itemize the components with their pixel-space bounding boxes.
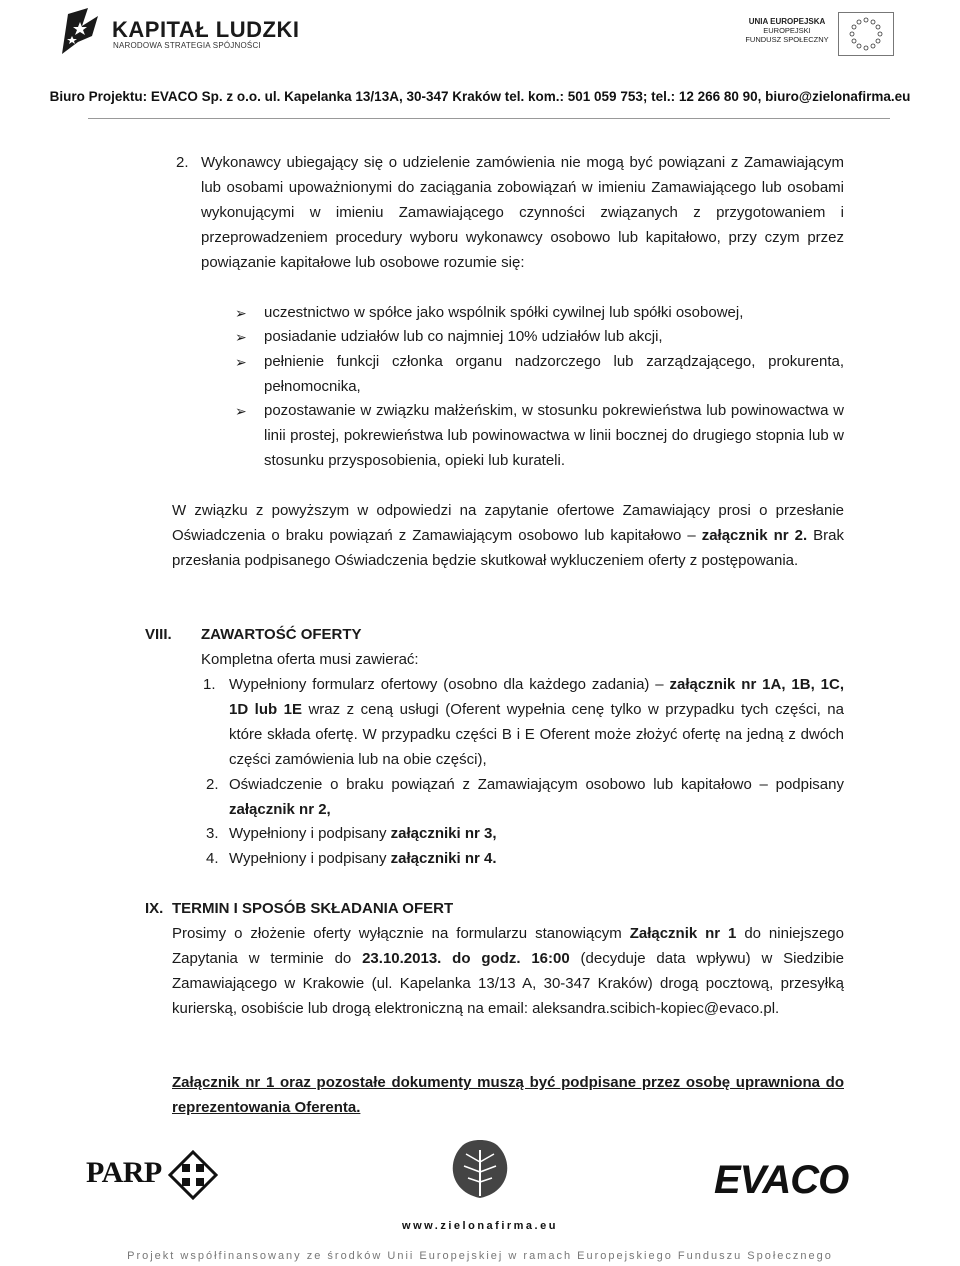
submission-text: do niniejszego Zapytania w terminie do <box>172 925 844 967</box>
intro-text-a: W związku z powyższym w odpowiedzi na zapytanie ofertowe Zamawiający prosi o przesłanie Oświadczenia o braku powiązań z Zamawiającym osobowo lub kapitałowo – <box>172 502 844 544</box>
list-item-bold: załączniki nr 3, <box>390 825 497 842</box>
header-divider <box>88 118 890 119</box>
submission-text: Prosimy o złożenie oferty wyłącznie na formularzu stanowiącym <box>172 925 630 942</box>
list-number: 1. <box>203 676 216 693</box>
list-item-text: Wypełniony i podpisany <box>229 825 391 842</box>
bullet-item: pełnienie funkcji członka organu nadzorczego lub zarządzającego, prokurenta, pełnomocnika, <box>264 353 844 395</box>
eu-label <box>742 17 832 44</box>
signature-note: Załącznik nr 1 oraz pozostałe dokumenty muszą być podpisane przez osobę uprawniona do reprezentowania Oferenta. <box>172 1074 844 1116</box>
bullet-item: posiadanie udziałów lub co najmniej 10% udziałów lub akcji, <box>264 328 663 345</box>
arrow-bullet-icon: ➢ <box>235 403 247 419</box>
list-item-text: Oświadczenie o braku powiązań z Zamawiającym osobowo lub kapitałowo – podpisany <box>229 776 844 793</box>
list-item-bold: załącznik nr 2, <box>229 801 331 818</box>
page-header <box>0 0 960 120</box>
kapital-ludzki-subtitle: NARODOWA STRATEGIA SPÓJNOŚCI <box>113 41 261 50</box>
list-item <box>229 772 844 822</box>
eu-label-line3: FUNDUSZ SPOŁECZNY <box>745 35 829 44</box>
list-item-text: Wypełniony formularz ofertowy (osobno dla każdego zadania) – <box>229 676 670 693</box>
list-item <box>229 846 844 871</box>
section-number: 2. <box>176 154 189 171</box>
section-roman-numeral: IX. <box>145 900 164 917</box>
parp-logo-icon <box>168 1150 218 1200</box>
submission-text: (decyduje data wpływu) w Siedzibie Zamawiającego w Krakowie (ul. Kapelanka 13/13 A, 30-347 Kraków) drogą pocztową, przesyłką kurierską, osobiście lub drogą elektroniczną na email: aleksandra.scibich-kopiec@evaco.pl. <box>172 950 845 1017</box>
section-roman-numeral: VIII. <box>145 626 172 643</box>
list-item-text: wraz z ceną usługi (Oferent wypełnia cenę tylko w przypadku tych części, na które składa ofertę. W przypadku części B i E Oferent może złożyć ofertę na jedną z dwóch części zamówienia lub na obie części), <box>229 701 844 768</box>
section-heading: TERMIN I SPOSÓB SKŁADANIA OFERT <box>172 900 454 917</box>
kapital-ludzki-title: KAPITAŁ LUDZKI <box>112 17 300 42</box>
list-number: 3. <box>206 825 219 842</box>
list-item-text: Wypełniony i podpisany <box>229 850 391 867</box>
submission-bold: Załącznik nr 1 <box>629 925 737 942</box>
bullet-item: uczestnictwo w spółce jako wspólnik spółki cywilnej lub spółki osobowej, <box>264 304 744 321</box>
submission-paragraph <box>172 921 844 1021</box>
section-heading: ZAWARTOŚĆ OFERTY <box>201 626 362 643</box>
arrow-bullet-icon: ➢ <box>235 329 247 345</box>
eu-label-line2: EUROPEJSKI <box>763 26 811 35</box>
list-item-bold: załączniki nr 4. <box>390 850 497 867</box>
intro-text-c: Brak przesłania podpisanego Oświadczenia będzie skutkował wykluczeniem oferty z postępowania. <box>172 527 844 569</box>
eu-flag-icon <box>838 12 894 56</box>
section-lead: Kompletna oferta musi zawierać: <box>201 651 419 668</box>
intro-text-bold: załącznik nr 2. <box>701 527 808 544</box>
list-number: 4. <box>206 850 219 867</box>
section-2-paragraph: Wykonawcy ubiegający się o udzielenie zamówienia nie mogą być powiązani z Zamawiającym lub osobami upoważnionymi do zaciągania zobowiązań w imieniu Zamawiającego lub osobami wykonującymi w imieniu Zamawiającego czynności związanych z przygotowaniem i przeprowadzeniem procedury wyboru wykonawcy osobowo lub kapitałowo, przy czym przez powiązanie kapitałowe lub osobowe rozumie się: <box>201 154 844 271</box>
cofinancing-notice: Projekt współfinansowany ze środków Unii Europejskiej w ramach Europejskiego Funduszu Społecznego <box>127 1250 833 1262</box>
eu-label-line1: UNIA EUROPEJSKA <box>748 17 826 26</box>
project-office-address: Biuro Projektu: EVACO Sp. z o.o. ul. Kapelanka 13/13A, 30-347 Kraków tel. kom.: 501 059 753; tel.: 12 266 80 90, biuro@zielonafirma.eu <box>49 89 911 104</box>
zielona-firma-url: www.zielonafirma.eu <box>402 1220 558 1232</box>
bullet-item: pozostawanie w związku małżeńskim, w stosunku pokrewieństwa lub powinowactwa w linii prostej, pokrewieństwa lub powinowactwa w linii bocznej do drugiego stopnia lub w stosunku przysposobienia, opieki lub kurateli. <box>264 402 844 469</box>
list-number: 2. <box>206 776 219 793</box>
list-item <box>229 672 844 772</box>
zielona-firma-leaf-icon <box>440 1132 520 1202</box>
intro-paragraph <box>172 498 844 573</box>
arrow-bullet-icon: ➢ <box>235 305 247 321</box>
list-item <box>229 821 844 846</box>
list-item-bold: załącznik nr 1A, 1B, 1C, 1D lub 1E <box>229 676 844 718</box>
evaco-logo-text: EVACO <box>714 1158 849 1202</box>
arrow-bullet-icon: ➢ <box>235 354 247 370</box>
parp-logo-text: PARP <box>86 1156 162 1189</box>
deadline-bold: 23.10.2013. do godz. 16:00 <box>362 950 570 967</box>
footer-logos <box>0 1130 960 1240</box>
